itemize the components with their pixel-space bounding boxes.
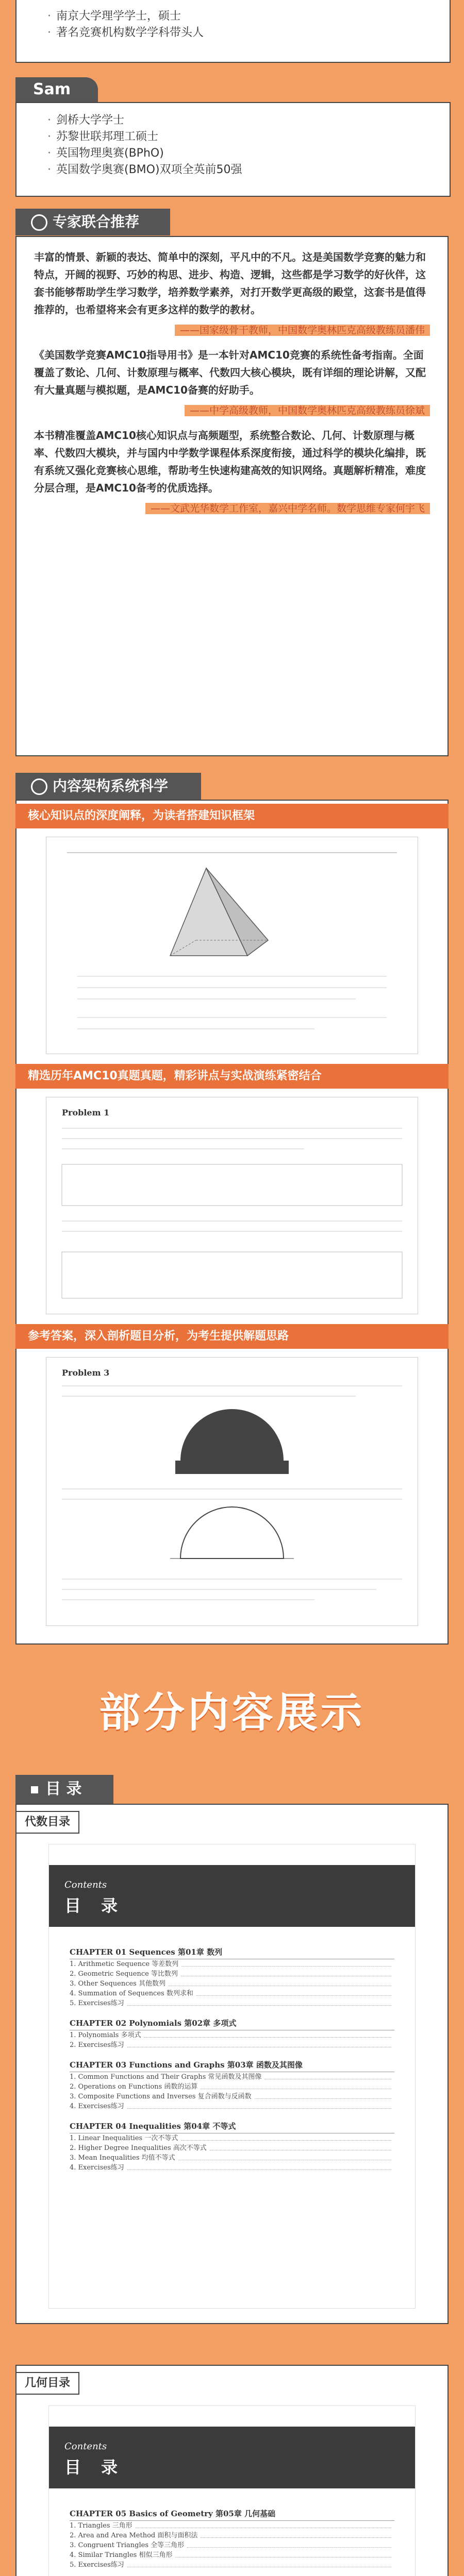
toc-row-label: 2. Geometric Sequence 等比数列: [70, 1970, 178, 1978]
contents-en: Contents: [64, 2441, 107, 2452]
toc-leader-dots: [264, 2072, 391, 2079]
circle-icon: [31, 778, 47, 795]
toc-leader-dots: [175, 2550, 391, 2557]
example-figure: [46, 1097, 418, 1314]
author-1-line: · 著名竞赛机构数学学科带头人: [47, 25, 439, 41]
author-1-line: · 南京大学理学学士，硕士: [47, 8, 439, 25]
toc-row-label: 1. Common Functions and Their Graphs 常见函数及其图像: [70, 2073, 262, 2081]
contents-en: Contents: [64, 1879, 107, 1890]
toc-leader-dots: [187, 2540, 391, 2548]
expert-signature: [34, 321, 430, 339]
toc-row: [70, 1969, 394, 1979]
square-icon: [31, 1786, 38, 1793]
toc-row: [70, 2040, 394, 2050]
toc-row: [70, 2143, 394, 2153]
toc-leader-dots: [127, 2163, 391, 2170]
toc-leader-dots: [127, 1998, 391, 2006]
toc-row: [70, 2560, 394, 2570]
toc-row-label: 1. Arithmetic Sequence 等差数列: [70, 1960, 179, 1968]
toc-row-label: 4. Summation of Sequences 数列求和: [70, 1990, 193, 1997]
toc-row: [70, 1998, 394, 2008]
author-2-lines: [16, 103, 450, 189]
system-tag-2: 精选历年AMC10真题真题，精彩讲点与实战演练紧密结合: [15, 1064, 449, 1089]
toc-chapter: [70, 2121, 394, 2133]
system-section-title: [15, 773, 201, 800]
toc-row: [70, 2092, 394, 2102]
category-tag: 几何目录: [15, 2372, 79, 2395]
expert-section-title-text: 专家联合推荐: [53, 213, 140, 230]
toc-row-label: 3. Mean Inequalities 均值不等式: [70, 2154, 175, 2162]
toc-chapter-title: CHAPTER 03 Functions and Graphs 第03章 函数及其图像: [70, 2060, 303, 2070]
toc-leader-dots: [210, 2143, 391, 2150]
expert-signature-text: ——文武光华数学工作室，嘉兴中学名师。数学思维专家何宇飞: [145, 503, 430, 514]
toc-chapter-title: CHAPTER 05 Basics of Geometry 第05章 几何基础: [70, 2509, 276, 2518]
toc-leader-dots: [201, 2531, 391, 2538]
system-section-title-text: 内容架构系统科学: [53, 777, 169, 794]
toc-chapter-title: CHAPTER 02 Polynomials 第02章 多项式: [70, 2019, 237, 2028]
toc-leader-dots: [127, 2560, 391, 2567]
toc-row-label: 1. Triangles 三角形: [70, 2522, 132, 2530]
contents-bar: [49, 1865, 415, 1927]
toc-row-label: 2. Operations on Functions 函数的运算: [70, 2083, 198, 2091]
toc-chapter: [70, 1946, 394, 1959]
toc-row: [70, 2133, 394, 2143]
toc-row: [70, 1979, 394, 1989]
toc-row: [70, 2531, 394, 2540]
system-tag-3: 参考答案，深入剖析题目分析，为考生提供解题思路: [15, 1324, 449, 1349]
toc-leader-dots: [181, 1969, 391, 1976]
toc-row: [70, 2550, 394, 2560]
expert-quote: 本书精准覆盖AMC10核心知识点与高频题型，系统整合数论、几何、计数原理与概率、代数四大模块，并与国内中学数学课程体系深度衔接，通过科学的模块化编排，既有系统又强化竞赛核心思维，帮助考生快速构建高效的知识网络。真题解析精准，难度分层合理，是AMC10备考的优质选择。: [34, 429, 426, 494]
toc-list-algebra: [70, 1937, 394, 2173]
toc-row: [70, 2540, 394, 2550]
expert-quote: 丰富的情景、新颖的表达、简单中的深刻，平凡中的不凡。这是美国数学竞赛的魅力和特点，开阔的视野、巧妙的构思、进步、构造、逻辑，这些都是学习数学的好伙伴，这套书能够帮助学生学习数学，培养数学素养，对打开数学更高级的殿堂，这套书是值得推荐的，也希望将来会有更多这样的数学的教材。: [34, 251, 426, 316]
toc-row: [70, 1989, 394, 1998]
toc-chapter: [70, 2059, 394, 2072]
toc-header-text: 目 录: [45, 1780, 82, 1798]
toc-leader-dots: [136, 2521, 391, 2528]
author-2-line: · 苏黎世联邦理工硕士: [47, 129, 439, 145]
toc-row: [70, 2030, 394, 2040]
expert-quotes-box: [15, 236, 449, 756]
author-2-line: · 英国物理奥赛(BPhO): [47, 145, 439, 162]
toc-leader-dots: [196, 1989, 391, 1996]
author-1-lines: [16, 0, 450, 52]
expert-section-title: [15, 209, 170, 235]
toc-row: [70, 2163, 394, 2173]
example-heading: Problem 3: [62, 1368, 110, 1378]
toc-row-label: 1. Linear Inequalities 一次不等式: [70, 2134, 178, 2142]
toc-page-geometry: [49, 2406, 415, 2576]
toc-leader-dots: [127, 2102, 391, 2109]
author-card-1: [15, 0, 451, 63]
expert-signature: [34, 500, 430, 517]
pyramid-figure: [46, 837, 418, 1054]
toc-chapter: [70, 2508, 394, 2521]
toc-row: [70, 2102, 394, 2111]
doc-preview-3: [46, 1358, 418, 1625]
toc-row-label: 2. Exercises练习: [70, 2041, 124, 2049]
toc-leader-dots: [181, 1959, 391, 1967]
author-card-2: [15, 102, 451, 197]
toc-row: [70, 2072, 394, 2082]
toc-chapter: [70, 2018, 394, 2030]
toc-row: [70, 2521, 394, 2531]
toc-row-label: 4. Exercises练习: [70, 2103, 124, 2110]
doc-preview-1: [46, 837, 418, 1054]
toc-row: [70, 1959, 394, 1969]
toc-row-label: 1. Polynomials 多项式: [70, 2031, 141, 2039]
doc-preview-2: [46, 1097, 418, 1314]
toc-row-label: 4. Exercises练习: [70, 2164, 124, 2172]
example-heading: Problem 1: [62, 1108, 110, 1117]
expert-signature-text: ——中学高级教师，中国数学奥林匹克高级教练员徐斌: [185, 405, 430, 416]
author-name-tab: Sam: [15, 77, 98, 102]
toc-row-label: 3. Other Sequences 其他数列: [70, 1980, 165, 1988]
toc-row-label: 4. Similar Triangles 相似三角形: [70, 2551, 173, 2559]
toc-chapter-title: CHAPTER 01 Sequences 第01章 数列: [70, 1947, 223, 1957]
toc-list-geometry: [70, 2499, 394, 2576]
expert-signature-text: ——国家级骨干教师，中国数学奥林匹克高级教练员潘伟: [175, 325, 430, 336]
toc-row: [70, 2082, 394, 2092]
toc-chapter-title: CHAPTER 04 Inequalities 第04章 不等式: [70, 2122, 236, 2131]
contents-bar: [49, 2427, 415, 2488]
toc-row-label: 5. Exercises练习: [70, 1999, 124, 2007]
toc-leader-dots: [169, 1979, 391, 1986]
toc-leader-dots: [255, 2092, 391, 2099]
toc-header: [15, 1775, 113, 1804]
toc-row: [70, 2153, 394, 2163]
category-tag: 代数目录: [15, 1811, 79, 1834]
toc-row-label: 5. Exercises练习: [70, 2561, 124, 2569]
toc-row-label: 3. Composite Functions and Inverses 复合函数与反函数: [70, 2093, 252, 2100]
toc-leader-dots: [144, 2030, 391, 2038]
toc-leader-dots: [181, 2133, 391, 2141]
toc-row-label: 3. Congruent Triangles 全等三角形: [70, 2541, 185, 2549]
semicircle-figure: [46, 1358, 418, 1625]
author-2-line: · 英国数学奥赛(BMO)双项全英前50强: [47, 162, 439, 178]
preview-title: 部分内容展示: [99, 1689, 365, 1737]
author-2-line: · 剑桥大学学士: [47, 112, 439, 129]
expert-signature: [34, 402, 430, 419]
contents-cn: 目 录: [64, 2458, 125, 2477]
toc-leader-dots: [127, 2040, 391, 2047]
system-tag-1: 核心知识点的深度阐释，为读者搭建知识框架: [15, 804, 449, 828]
contents-cn: 目 录: [64, 1896, 125, 1916]
toc-leader-dots: [201, 2082, 391, 2089]
expert-quote: 《美国数学竞赛AMC10指导用书》是一本针对AMC10竞赛的系统性备考指南。全面覆盖了数论、几何、计数原理与概率、代数四大核心模块，既有详细的理论讲解，又配有大量真题与模拟题，是AMC10备赛的好助手。: [34, 349, 426, 396]
toc-row-label: 2. Higher Degree Inequalities 高次不等式: [70, 2144, 207, 2152]
circle-icon: [31, 214, 47, 231]
toc-leader-dots: [178, 2153, 391, 2160]
toc-page-algebra: [49, 1844, 415, 2308]
toc-row-label: 2. Area and Area Method 面积与面积法: [70, 2532, 198, 2539]
